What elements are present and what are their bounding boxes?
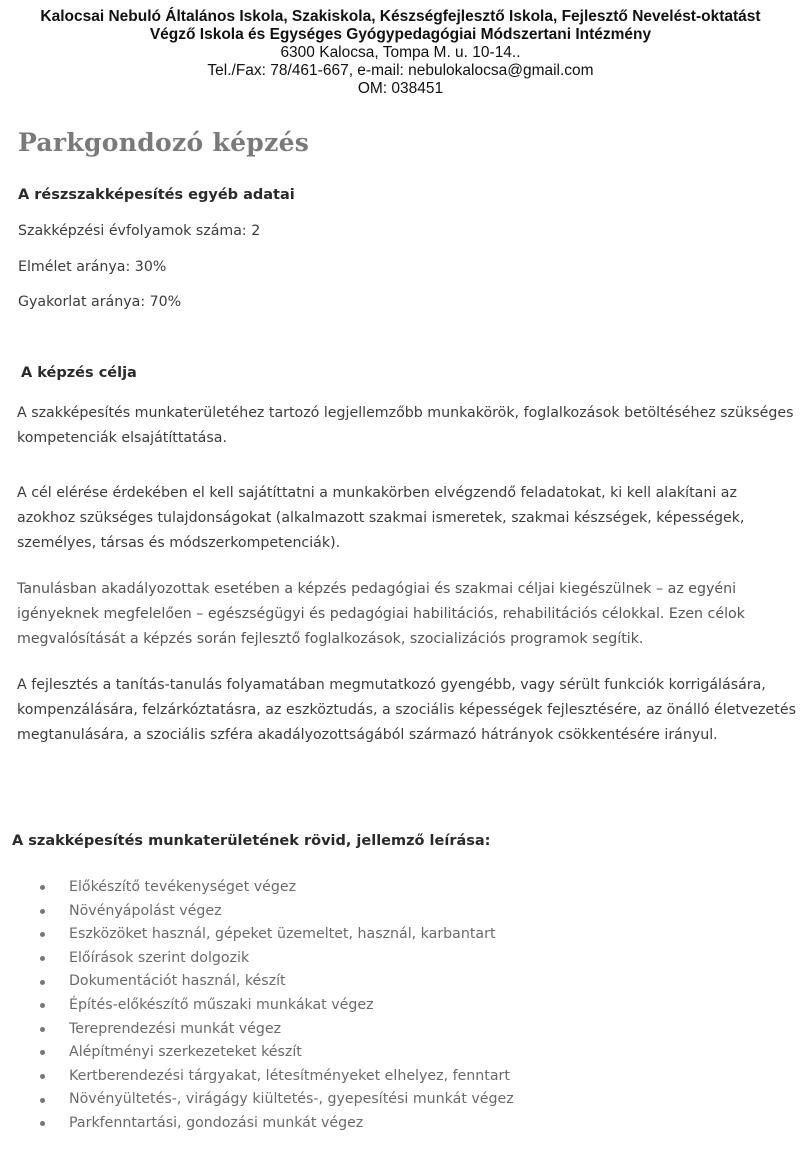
list-item	[40, 1065, 514, 1089]
details-heading: A részszakképesítés egyéb adatai	[18, 187, 295, 203]
goal-paragraph-1: A szakképesítés munkaterületéhez tartozó legjellemzőbb munkakörök, foglalkozások betöltéséhez szükséges kompetenciák elsajátíttatása.	[17, 405, 794, 446]
work-list	[40, 876, 514, 1136]
institution-contact: Tel./Fax: 78/461-667, e-mail: nebulokalocsa@gmail.com	[207, 62, 594, 79]
list-item-label: Eszközöket használ, gépeket üzemeltet, használ, karbantart	[69, 926, 496, 943]
goal-paragraph-2: A cél elérése érdekében el kell sajátíttatni a munkakörben elvégzendő feladatokat, ki kell alakítani az azokhoz szükséges tulajdonságokat (alkalmazott szakmai ismeretek, szakmai készségek, képességek, személyes, társas és módszerkompetenciák).	[17, 485, 745, 551]
list-item	[40, 994, 514, 1018]
institution-om: OM: 038451	[357, 80, 444, 97]
list-item-label: Dokumentációt használ, készít	[69, 973, 286, 990]
institution-name: Kalocsai Nebuló Általános Iskola, Szakiskola, Készségfejlesztő Iskola, Fejlesztő Nevelést-oktatást Végző Iskola és Egységes Gyógypedagógiai Módszertani Intézmény	[40, 8, 761, 43]
list-item	[40, 900, 514, 924]
bullet-icon	[40, 1098, 45, 1103]
list-item-label: Növényültetés-, virágágy kiültetés-, gyepesítési munkát végez	[69, 1091, 514, 1108]
list-item-label: Előkészítő tevékenységet végez	[69, 879, 297, 895]
list-item-label: Építés-előkészítő műszaki munkákat végez	[69, 996, 374, 1013]
letterhead	[0, 8, 801, 98]
bullet-icon	[40, 909, 45, 914]
list-item-label: Alépítményi szerkezeteket készít	[69, 1044, 302, 1061]
bullet-icon	[40, 885, 45, 890]
bullet-icon	[40, 1121, 45, 1126]
list-item	[40, 947, 514, 971]
bullet-icon	[40, 980, 45, 985]
list-item-label: Előírások szerint dolgozik	[69, 949, 250, 966]
list-item	[40, 1018, 514, 1042]
list-item	[40, 1041, 514, 1065]
bullet-icon	[40, 932, 45, 937]
list-item	[40, 1112, 514, 1136]
details-line-practice: Gyakorlat aránya: 70%	[18, 294, 182, 310]
list-item	[40, 876, 514, 900]
list-item	[40, 1088, 514, 1112]
work-heading: A szakképesítés munkaterületének rövid, jellemző leírása:	[12, 833, 491, 849]
page-title: Parkgondozó képzés	[18, 128, 310, 157]
details-line-theory: Elmélet aránya: 30%	[18, 259, 167, 275]
list-item-label: Parkfenntartási, gondozási munkát végez	[69, 1114, 364, 1131]
goal-heading: A képzés célja	[21, 365, 137, 381]
goal-paragraph-3: Tanulásban akadályozottak esetében a képzés pedagógiai és szakmai céljai kiegészülnek – az egyéni igényeknek megfelelően – egészségügyi és pedagógiai habilitációs, rehabilitációs célokkal. Ezen célok megvalósítását a képzés során fejlesztő foglalkozások, szocializációs programok segítik.	[17, 581, 745, 647]
bullet-icon	[40, 1003, 45, 1008]
institution-address: 6300 Kalocsa, Tompa M. u. 10-14..	[280, 44, 521, 61]
bullet-icon	[40, 1074, 45, 1079]
list-item-label: Kertberendezési tárgyakat, létesítményeket elhelyez, fenntart	[69, 1067, 510, 1084]
list-item-label: Tereprendezési munkát végez	[69, 1020, 282, 1037]
list-item	[40, 923, 514, 947]
list-item	[40, 970, 514, 994]
details-line-years: Szakképzési évfolyamok száma: 2	[18, 223, 261, 239]
bullet-icon	[40, 956, 45, 961]
list-item-label: Növényápolást végez	[69, 902, 222, 919]
goal-paragraph-4: A fejlesztés a tanítás-tanulás folyamatában megmutatkozó gyengébb, vagy sérült funkciók korrigálására, kompenzálására, felzárkóztatásra, az eszköztudás, a szociális képességek fejlesztésére, az önálló életvezetés megtanulására, a szociális szféra akadályozottságából származó hátrányok csökkentésére irányul.	[17, 677, 796, 743]
bullet-icon	[40, 1050, 45, 1055]
bullet-icon	[40, 1027, 45, 1032]
